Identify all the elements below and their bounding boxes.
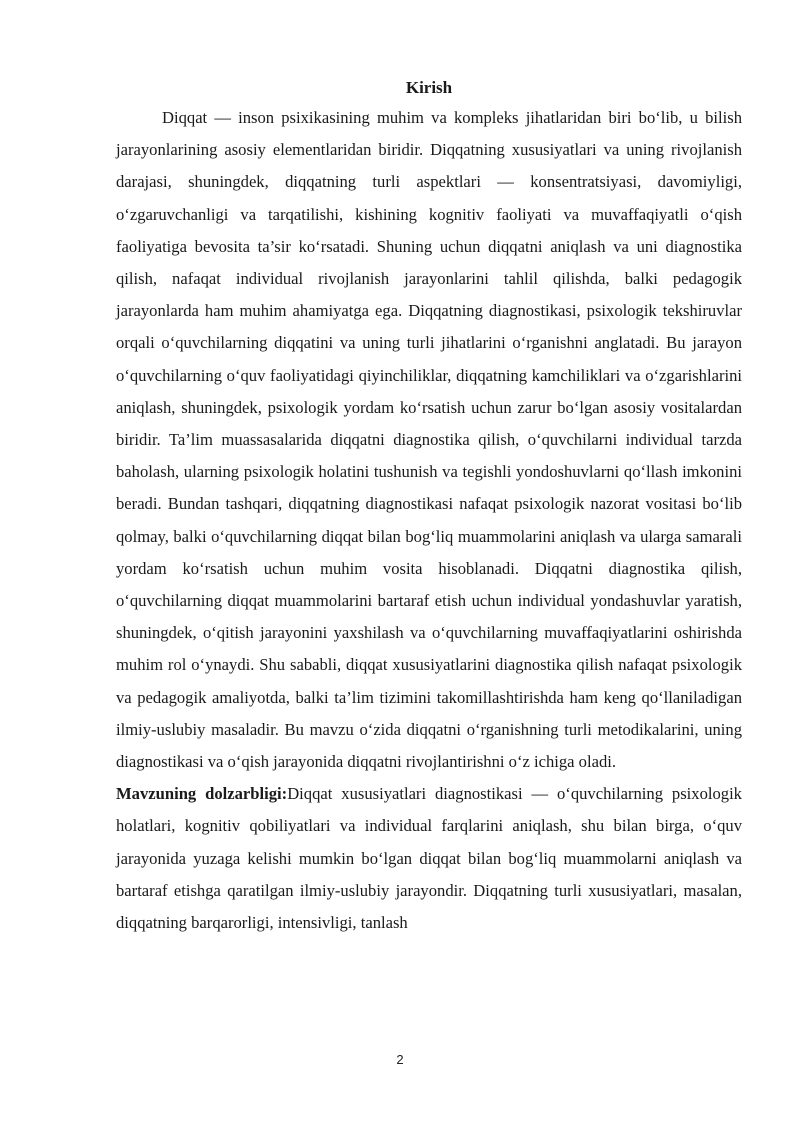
relevance-text: Diqqat xususiyatlari diagnostikasi — o‘quvchilarning psixologik holatlari, kognitiv qobiliyatlari va individual farqlarini aniqlash, shu bilan birga, o‘quv jarayonida yuzaga kelishi mumkin bo‘lgan diqqat bilan bog‘liq muammolarni aniqlash va bartaraf etishga qaratilgan ilmiy-uslubiy jarayondir. Diqqatning turli xususiyatlari, masalan, diqqatning barqarorligi, intensivligi, tanlash	[116, 784, 742, 933]
document-page	[116, 74, 742, 939]
intro-paragraph: Diqqat — inson psixikasining muhim va kompleks jihatlaridan biri bo‘lib, u bilish jarayonlarining asosiy elementlaridan biridir. Diqqatning xususiyatlari va uning rivojlanish darajasi, shuningdek, diqqatning turli aspektlari — konsentratsiyasi, davomiyligi, o‘zgaruvchanligi va tarqatilishi, kishining kognitiv faoliyati va muvaffaqiyatli o‘qish faoliyatiga bevosita ta’sir ko‘rsatadi. Shuning uchun diqqatni aniqlash va uni diagnostika qilish, nafaqat individual rivojlanish jarayonlarini tahlil qilishda, balki pedagogik jarayonlarda ham muhim ahamiyatga ega. Diqqatning diagnostikasi, psixologik tekshiruvlar orqali o‘quvchilarning diqqatini va uning turli jihatlarini o‘rganishni anglatadi. Bu jarayon o‘quvchilarning o‘quv faoliyatidagi qiyinchiliklar, diqqatning kamchiliklari va o‘zgarishlarini aniqlash, shuningdek, psixologik yordam ko‘rsatish uchun zarur bo‘lgan asosiy vositalardan biridir. Ta’lim muassasalarida diqqatni diagnostika qilish, o‘quvchilarni individual tarzda baholash, ularning psixologik holatini tushunish va tegishli yondoshuvlarni qo‘llash imkonini beradi. Bundan tashqari, diqqatning diagnostikasi nafaqat psixologik nazorat vositasi bo‘lib qolmay, balki o‘quvchilarning diqqat bilan bog‘liq muammolarini aniqlash va ularga samarali yordam ko‘rsatish uchun muhim vosita hisoblanadi. Diqqatni diagnostika qilish, o‘quvchilarning diqqat muammolarini bartaraf etish uchun individual yondashuvlar yaratish, shuningdek, o‘qitish jarayonini yaxshilash va o‘quvchilarning muvaffaqiyatlarini oshirishda muhim rol o‘ynaydi. Shu sababli, diqqat xususiyatlarini diagnostika qilish nafaqat psixologik va pedagogik amaliyotda, balki ta’lim tizimini takomillashtirishda ham keng qo‘llaniladigan ilmiy-uslubiy masaladir. Bu mavzu o‘zida diqqatni o‘rganishning turli metodikalarini, uning diagnostikasi va o‘qish jarayonida diqqatni rivojlantirishni o‘z ichiga oladi.	[116, 108, 742, 772]
section-heading: Kirish	[405, 78, 453, 97]
relevance-label: Mavzuning dolzarbligi:	[116, 784, 288, 804]
page-number: 2	[396, 1052, 404, 1067]
relevance-paragraph	[116, 778, 742, 939]
